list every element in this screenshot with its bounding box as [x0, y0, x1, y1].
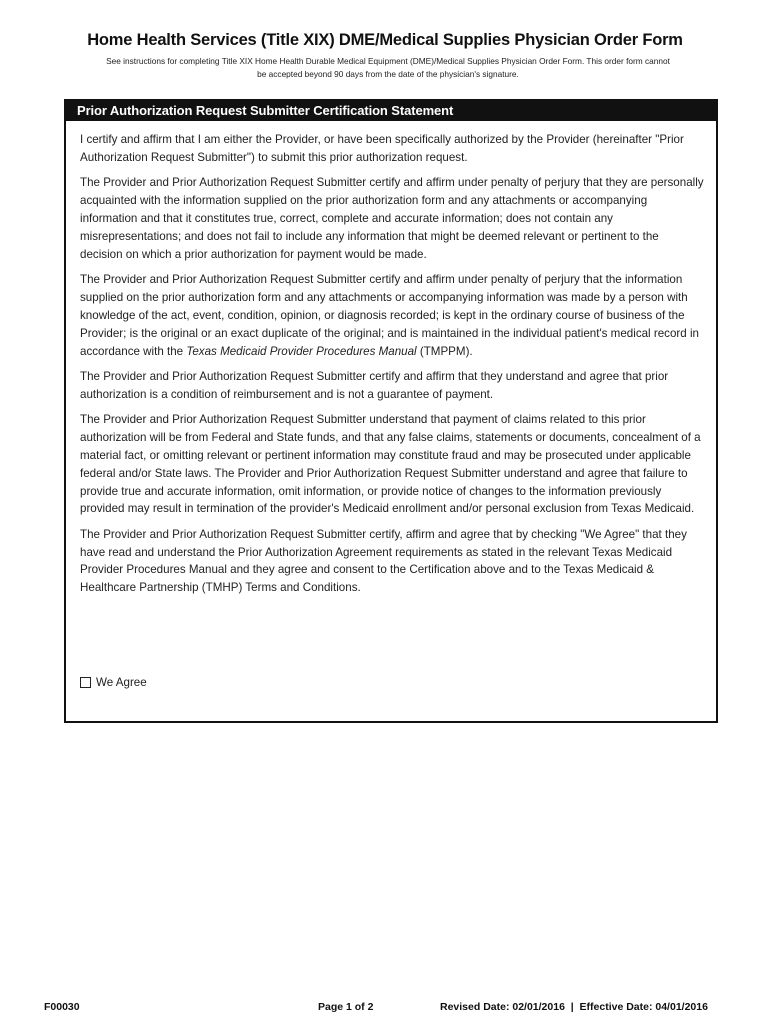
subtitle-line-1: See instructions for completing Title XIX Home Health Durable Medical Equipment (DME)/Medical Supplies Physician Order Form. This order form cannot — [106, 56, 670, 66]
paragraph-3-text-b: (TMPPM). — [416, 344, 473, 358]
revision-dates: Revised Date: 02/01/2016 | Effective Date: 04/01/2016 — [440, 1001, 708, 1013]
form-subtitle — [60, 55, 716, 80]
paragraph-3-text-a: The Provider and Prior Authorization Request Submitter certify and affirm under penalty of perjury that the information supplied on the prior authorization form and any attachments or accompanying information was made by a person with knowledge of the act, event, condition, opinion, or diagnosis recorded; is kept in the ordinary course of business of the Provider; is the original or an exact duplicate of the original; and is maintained in the individual patient's medical record in accordance with the — [80, 272, 699, 358]
certification-paragraph-2: The Provider and Prior Authorization Request Submitter certify and affirm under penalty of perjury that they are personally acquainted with the information supplied on the prior authorization form and any attachments or accompanying information and that it constitutes true, correct, complete and accurate information; does not contain any misrepresentations; and does not fail to include any information that might be deemed relevant or pertinent to the decision on which a prior authorization for payment would be made. — [80, 176, 704, 261]
subtitle-line-2: be accepted beyond 90 days from the date of the physician's signature. — [257, 68, 519, 79]
certification-paragraph-5: The Provider and Prior Authorization Request Submitter understand that payment of claims related to this prior authorization will be from Federal and State funds, and that any false claims, statements or documents, concealment of a material fact, or omitting relevant or pertinent information may constitute fraud and may be prosecuted under applicable federal and/or State laws. The Provider and Prior Authorization Request Submitter understand and agree that failure to provide true and accurate information, omit information, or provide notice of changes to the information previously provided may result in termination of the provider's Medicaid enrollment and/or personal exclusion from Texas Medicaid. — [80, 412, 701, 516]
certification-paragraph-1: I certify and affirm that I am either the Provider, or have been specifically authorized by the Provider (hereinafter "Prior Authorization Request Submitter") to submit this prior authorization request. — [80, 133, 684, 164]
form-id: F00030 — [44, 1001, 80, 1013]
tmppm-title: Texas Medicaid Provider Procedures Manual — [186, 344, 417, 358]
we-agree-option[interactable] — [80, 676, 147, 689]
page-number: Page 1 of 2 — [318, 1001, 374, 1013]
form-title: Home Health Services (Title XIX) DME/Medical Supplies Physician Order Form — [87, 31, 683, 49]
certification-paragraph-6: The Provider and Prior Authorization Request Submitter certify, affirm and agree that by checking "We Agree" that they have read and understand the Prior Authorization Agreement requirements as stated in the relevant Texas Medicaid Provider Procedures Manual and they agree and consent to the Certification above and to the Texas Medicaid & Healthcare Partnership (TMHP) Terms and Conditions. — [80, 527, 687, 595]
certification-paragraph-3 — [80, 271, 704, 361]
certification-body — [80, 131, 704, 605]
we-agree-label: We Agree — [96, 676, 147, 689]
we-agree-checkbox[interactable] — [80, 677, 91, 688]
certification-paragraph-4: The Provider and Prior Authorization Request Submitter certify and affirm that they understand and agree that prior authorization is a condition of reimbursement and is not a guarantee of payment. — [80, 369, 669, 401]
certification-heading: Prior Authorization Request Submitter Certification Statement — [64, 99, 718, 121]
